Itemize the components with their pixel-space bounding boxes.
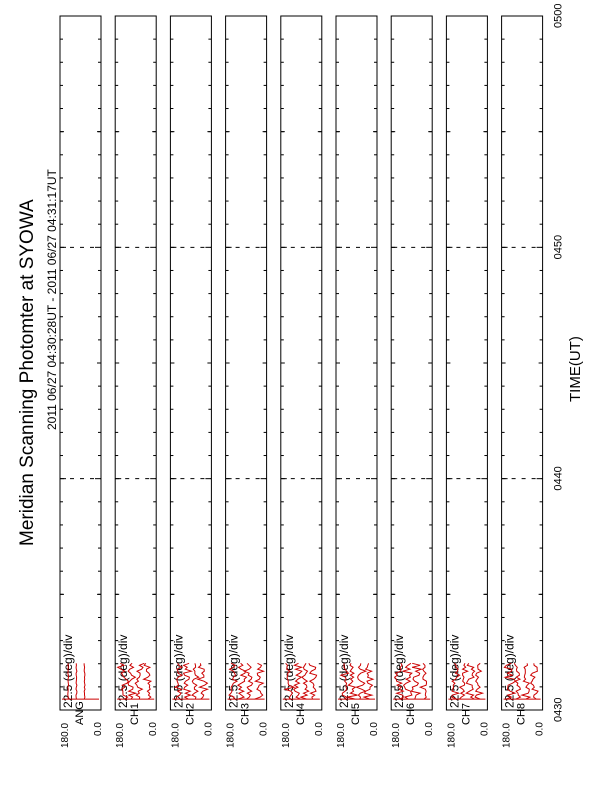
time-tick-label: 0440 — [552, 466, 565, 491]
trace-line — [475, 663, 482, 699]
trace-line — [531, 663, 538, 699]
panel-scale-label: 22.5 (deg)/div — [116, 634, 131, 708]
panel-ymax-label: 180.0 — [336, 722, 347, 748]
panel-channel-label: CH5 — [350, 702, 362, 725]
panel-frame — [281, 16, 322, 710]
trace-line — [192, 663, 199, 699]
panel-ch1 — [115, 16, 159, 748]
panel-channel-label: CH7 — [460, 702, 473, 725]
panel-ch6 — [391, 16, 435, 748]
panel-scale-label: 22.5 (deg)/div — [171, 634, 186, 708]
panel-ymin-label: 0.0 — [258, 722, 270, 736]
time-tick-label: 0430 — [552, 697, 565, 722]
panel-ymax-label: 180.0 — [501, 722, 513, 748]
trace-line — [198, 663, 208, 699]
panel-ch3 — [226, 16, 270, 748]
panel-ch5 — [336, 16, 380, 748]
trace-line — [522, 663, 530, 699]
time-tick-labels — [553, 4, 565, 722]
panel-ymax-label: 180.0 — [60, 722, 71, 748]
panel-ymax-label: 180.0 — [170, 722, 182, 748]
panel-ch7 — [446, 16, 490, 748]
trace-line — [144, 663, 151, 699]
panel-scale-label: 22.5 (deg)/div — [447, 634, 462, 708]
panels-layer — [60, 16, 546, 748]
panel-scale-label: 22.5 (deg)/div — [226, 634, 241, 708]
panel-ymin-label: 0.0 — [313, 722, 325, 736]
time-tick-label: 0450 — [552, 234, 565, 260]
trace-line — [135, 663, 144, 699]
panel-ymin-label: 0.0 — [479, 722, 491, 736]
panel-frame — [446, 16, 487, 710]
trace-line — [255, 663, 264, 699]
panel-scale-label: 22.5 (deg)/div — [337, 634, 351, 708]
panel-channel-label: CH8 — [515, 702, 528, 725]
trace-line — [466, 663, 474, 699]
panel-channel-label: ANG — [74, 701, 86, 725]
panel-ang — [60, 16, 104, 748]
trace-line — [364, 663, 373, 699]
panel-ymax-label: 180.0 — [115, 722, 127, 748]
panel-scale-label: 22.5 (deg)/div — [61, 634, 75, 708]
panel-channel-label: CH1 — [129, 702, 142, 725]
panel-scale-label: 22.5 (deg)/div — [502, 634, 517, 708]
trace-line — [411, 663, 421, 699]
panel-ymin-label: 0.0 — [369, 722, 380, 736]
panel-channel-label: CH2 — [184, 702, 197, 725]
panel-ymax-label: 180.0 — [391, 722, 403, 748]
trace-line — [244, 663, 252, 699]
panel-scale-label: 22.5 (deg)/div — [392, 634, 407, 708]
panel-ymax-label: 180.0 — [280, 722, 292, 748]
time-axis-label: TIME(UT) — [567, 336, 584, 402]
trace-line — [301, 663, 309, 699]
chart-title: Meridian Scanning Photomter at SYOWA — [17, 199, 38, 546]
trace-line — [309, 663, 317, 699]
panel-frame — [226, 16, 267, 710]
trace-line — [76, 663, 77, 699]
time-tick-label: 0500 — [552, 3, 565, 28]
panel-channel-label: CH4 — [294, 702, 307, 725]
trace-line — [357, 663, 366, 699]
panel-scale-label: 22.5 (deg)/div — [281, 634, 296, 708]
panel-frame — [391, 16, 432, 710]
panel-frame — [336, 16, 377, 710]
panel-ch4 — [281, 16, 325, 748]
panel-ch2 — [170, 16, 214, 748]
panel-ymin-label: 0.0 — [93, 722, 104, 736]
time-range: 2011 06/27 04:30:28UT - 2011 06/27 04:31:17UT — [45, 169, 59, 430]
panel-ymin-label: 0.0 — [534, 722, 546, 736]
panel-channel-label: CH3 — [239, 702, 252, 725]
panel-ymax-label: 180.0 — [446, 722, 458, 748]
panel-channel-label: CH6 — [405, 702, 418, 725]
panel-ymin-label: 0.0 — [424, 722, 436, 736]
panel-ymin-label: 0.0 — [203, 722, 215, 736]
panel-frame — [60, 16, 101, 710]
panel-ymax-label: 180.0 — [225, 722, 237, 748]
panel-ymin-label: 0.0 — [148, 722, 160, 736]
panel-frame — [170, 16, 211, 710]
trace-line — [84, 663, 85, 699]
trace-line — [420, 663, 426, 699]
panel-frame — [502, 16, 543, 710]
panel-ch8 — [502, 16, 546, 748]
panel-frame — [115, 16, 156, 710]
